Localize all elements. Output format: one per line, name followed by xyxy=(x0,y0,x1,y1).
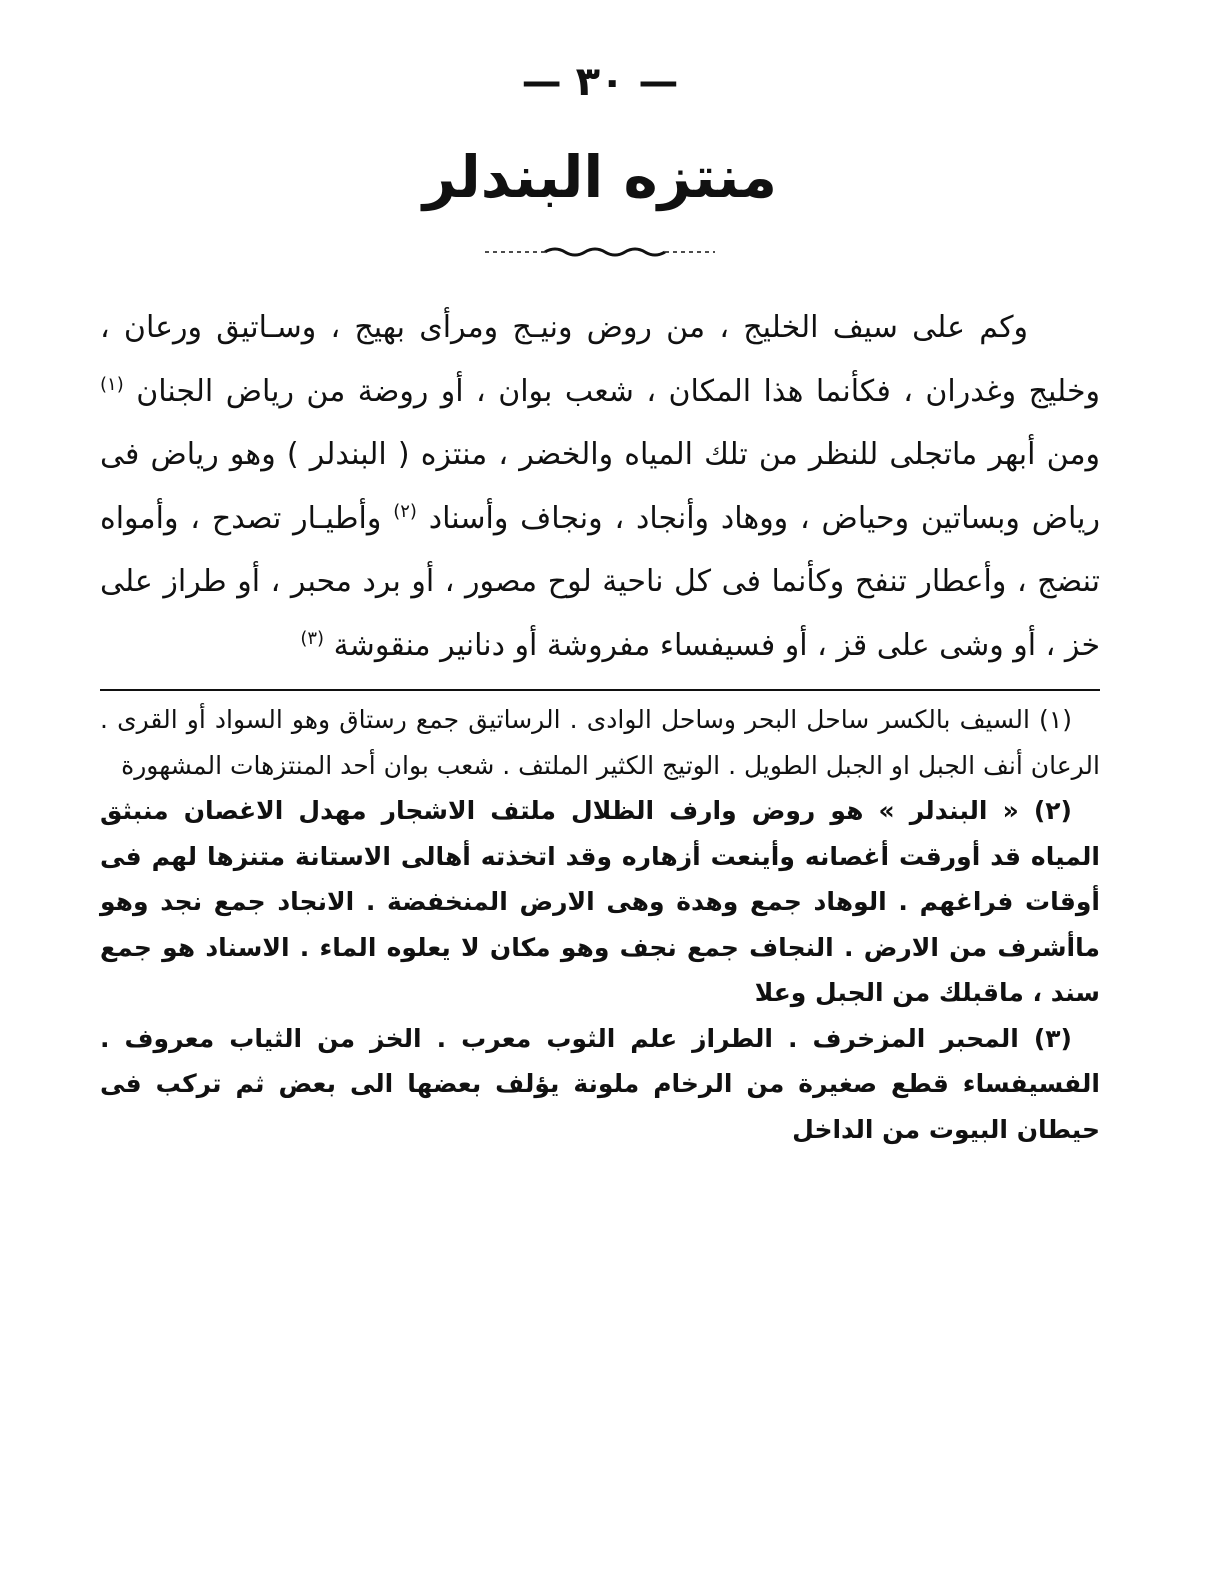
body-text-part-3: وأطيـار تصدح ، وأمواه تنضج ، وأعطار تنفح وكأنما فى كل ناحية لوح مصور ، أو برد محبر ، أو طراز على خز ، أو وشى على قز ، أو فسيفساء مفروشة أو دنانير منقوشة xyxy=(100,500,1100,663)
page-title: منتزه البندلر xyxy=(422,143,778,211)
footnote-number: (٣) xyxy=(1033,1023,1072,1053)
footnote-text: المحبر المزخرف . الطراز علم الثوب معرب . الخز من الثياب معروف . الفسيفساء قطع صغيرة من الرخام ملونة يؤلف بعضها الى بعض ثم تركب فى حيطان البيوت من الداخل xyxy=(100,1023,1100,1144)
body-text-part-1: وكم على سيف الخليج ، من روض ونيـج ومرأى بهيج ، وسـاتيق ورعان ، وخليج وغدران ، فكأنما هذا المكان ، شعب بوان ، أو روضة من رياض الجنان xyxy=(100,310,1100,409)
footnotes-section xyxy=(100,697,1100,1152)
footnote-2 xyxy=(100,788,1100,1016)
footnote-text: « البندلر » هو روض وارف الظلال ملتف الاشجار مهدل الاغصان منبثق المياه قد أورقت أغصانه وأينعت أزهاره وقد اتخذته أهالى الاستانة متنزها لهم فى أوقات فراغهم . الوهاد جمع وهدة وهى الارض المنخفضة . الانجاد جمع نجد وهو ماأشرف من الارض . النجاف جمع نجف وهو مكان لا يعلوه الماء . الاسناد هو جمع سند ، ماقبلك من الجبل وعلا xyxy=(100,796,1100,1007)
footnote-3 xyxy=(100,1016,1100,1153)
book-page xyxy=(100,50,1100,1550)
title-ornament-divider xyxy=(485,246,715,258)
footnote-ref-2: (٢) xyxy=(393,500,417,522)
footnote-text: السيف بالكسر ساحل البحر وساحل الوادى . الرساتيق جمع رستاق وهو السواد أو القرى . الرعان أنف الجبل او الجبل الطويل . الوتيج الكثير الملتف . شعب بوان أحد المنتزهات المشهورة xyxy=(100,705,1100,780)
footnote-number: (١) xyxy=(1039,705,1073,734)
footnote-divider xyxy=(100,689,1100,691)
body-text-part-2: ومن أبهر ماتجلى للنظر من تلك المياه والخضر ، منتزه ( البندلر ) وهو رياض فى رياض وبساتين وحياض ، ووهاد وأنجاد ، ونجاف وأسناد xyxy=(100,437,1100,536)
footnote-ref-3: (٣) xyxy=(300,627,325,649)
footnote-ref-1: (١) xyxy=(100,373,124,395)
page-number: — ٣٠ — xyxy=(521,59,679,105)
main-paragraph xyxy=(100,296,1100,677)
footnote-1 xyxy=(100,697,1100,788)
footnote-number: (٢) xyxy=(1033,796,1072,825)
